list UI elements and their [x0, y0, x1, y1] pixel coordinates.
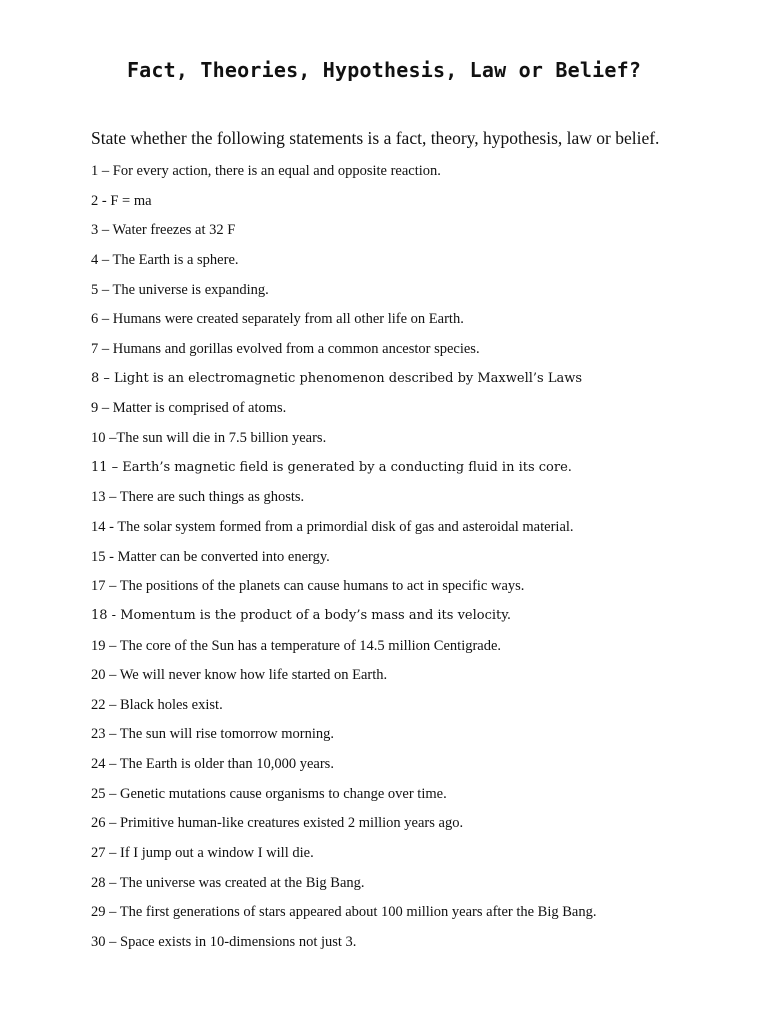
list-item: 18 - Momentum is the product of a body’s mass and its velocity.: [91, 607, 512, 623]
list-item: 25 – Genetic mutations cause organisms to change over time.: [91, 785, 447, 802]
list-item: 9 – Matter is comprised of atoms.: [91, 400, 287, 417]
list-item: 10 –The sun will die in 7.5 billion years.: [91, 429, 327, 446]
list-item: 24 – The Earth is older than 10,000 years.: [91, 756, 334, 773]
list-item: 15 - Matter can be converted into energy.: [91, 548, 330, 565]
list-item: 5 – The universe is expanding.: [91, 281, 269, 298]
list-item: 22 – Black holes exist.: [91, 696, 223, 713]
instruction-text: State whether the following statements is a fact, theory, hypothesis, law or belief.: [91, 128, 660, 148]
list-item: 7 – Humans and gorillas evolved from a common ancestor species.: [91, 340, 480, 357]
list-item: 23 – The sun will rise tomorrow morning.: [91, 726, 334, 743]
list-item: 29 – The first generations of stars appeared about 100 million years after the Big Bang.: [91, 904, 597, 921]
list-item: 28 – The universe was created at the Big Bang.: [91, 874, 365, 891]
list-item: 17 – The positions of the planets can cause humans to act in specific ways.: [91, 578, 525, 595]
list-item: 3 – Water freezes at 32 F: [91, 222, 236, 239]
page-title: Fact, Theories, Hypothesis, Law or Belief?: [126, 58, 642, 82]
list-item: 13 – There are such things as ghosts.: [91, 489, 305, 506]
list-item: 8 – Light is an electromagnetic phenomenon described by Maxwell’s Laws: [91, 370, 583, 386]
list-item: 26 – Primitive human-like creatures existed 2 million years ago.: [91, 815, 464, 832]
list-item: 2 - F = ma: [91, 192, 152, 209]
list-item: 27 – If I jump out a window I will die.: [91, 845, 314, 862]
list-item: 11 – Earth’s magnetic field is generated by a conducting fluid in its core.: [91, 459, 572, 475]
list-item: 30 – Space exists in 10-dimensions not just 3.: [91, 934, 357, 951]
list-item: 20 – We will never know how life started on Earth.: [91, 667, 388, 684]
list-item: 6 – Humans were created separately from all other life on Earth.: [91, 311, 464, 328]
list-item: 19 – The core of the Sun has a temperature of 14.5 million Centigrade.: [91, 637, 502, 654]
statement-list: [91, 161, 596, 962]
list-item: 4 – The Earth is a sphere.: [91, 251, 239, 268]
list-item: 1 – For every action, there is an equal and opposite reaction.: [91, 163, 441, 179]
list-item: 14 - The solar system formed from a primordial disk of gas and asteroidal material.: [91, 518, 574, 535]
